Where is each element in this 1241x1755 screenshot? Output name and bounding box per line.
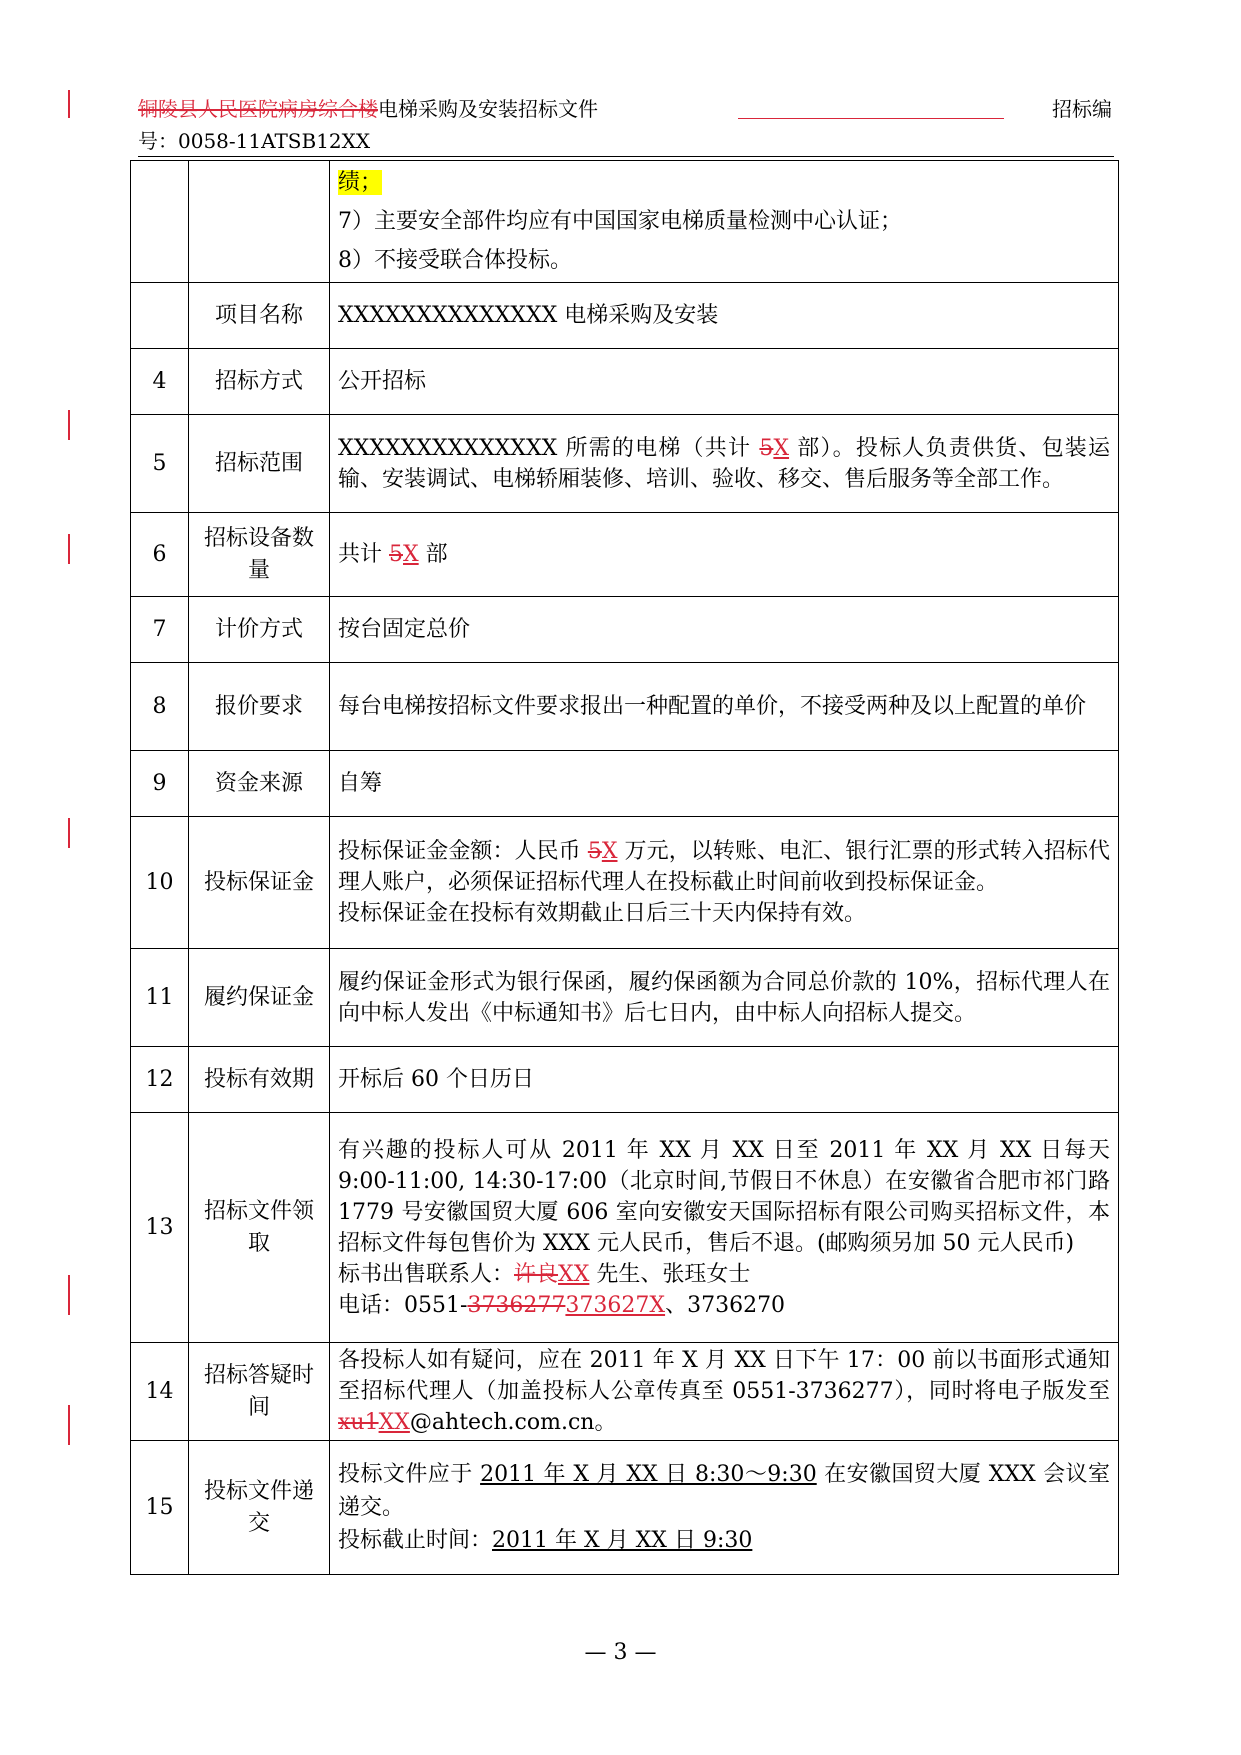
row-number bbox=[131, 283, 189, 349]
row-label: 投标文件递交 bbox=[189, 1441, 330, 1575]
change-bar bbox=[68, 410, 70, 440]
row-content: 共计 5X 部 bbox=[330, 513, 1119, 597]
row-label: 招标设备数量 bbox=[189, 513, 330, 597]
deleted-text: 许良 bbox=[514, 1261, 559, 1287]
row-content: 投标保证金金额：人民币 5X 万元，以转账、电汇、银行汇票的形式转入招标代理人账户，必须保证招标代理人在投标截止时间前收到投标保证金。 投标保证金在投标有效期截止日后三十天内保持有效。 bbox=[330, 817, 1119, 949]
table-row bbox=[131, 283, 1119, 349]
row-label: 招标答疑时间 bbox=[189, 1343, 330, 1441]
inserted-text: XX bbox=[378, 1410, 410, 1435]
header-label: 招标编 bbox=[1052, 97, 1112, 121]
deleted-text: 铜陵县人民医院病房综合楼 bbox=[138, 97, 378, 121]
row-content: XXXXXXXXXXXXXX 电梯采购及安装 bbox=[330, 283, 1119, 349]
inserted-text: X bbox=[773, 435, 790, 461]
change-bar bbox=[68, 534, 70, 564]
deleted-text: xu1 bbox=[338, 1410, 379, 1435]
row-number: 8 bbox=[131, 663, 189, 751]
bid-info-table bbox=[130, 160, 1119, 1575]
row-number: 12 bbox=[131, 1047, 189, 1113]
row-content: 投标文件应于 2011 年 X 月 XX 日 8:30～9:30 在安徽国贸大厦 XXX 会议室递交。 投标截止时间：2011 年 X 月 XX 日 9:30 bbox=[330, 1441, 1119, 1575]
table-row bbox=[131, 751, 1119, 817]
header-revision-line bbox=[738, 118, 1004, 119]
table-row bbox=[131, 1047, 1119, 1113]
row-number: 14 bbox=[131, 1343, 189, 1441]
inserted-text: X bbox=[601, 839, 618, 864]
row-label: 招标范围 bbox=[189, 415, 330, 513]
table-row bbox=[131, 349, 1119, 415]
inserted-text: 373627X bbox=[565, 1292, 666, 1318]
row-number: 10 bbox=[131, 817, 189, 949]
row-content: 履约保证金形式为银行保函，履约保函额为合同总价款的 10%，招标代理人在向中标人发出《中标通知书》后七日内，由中标人向招标人提交。 bbox=[330, 949, 1119, 1047]
row-number: 4 bbox=[131, 349, 189, 415]
change-bar bbox=[68, 1275, 70, 1315]
table-row bbox=[131, 597, 1119, 663]
page-number: — 3 — bbox=[584, 1640, 657, 1665]
header-title: 铜陵县人民医院病房综合楼电梯采购及安装招标文件 bbox=[138, 97, 598, 121]
row-label: 招标文件领取 bbox=[189, 1113, 330, 1343]
row-label: 报价要求 bbox=[189, 663, 330, 751]
row-label: 投标保证金 bbox=[189, 817, 330, 949]
row-label: 资金来源 bbox=[189, 751, 330, 817]
row-content: 每台电梯按招标文件要求报出一种配置的单价，不接受两种及以上配置的单价 bbox=[330, 663, 1119, 751]
row-content: 自筹 bbox=[330, 751, 1119, 817]
row-number: 7 bbox=[131, 597, 189, 663]
underlined-date: 2011 年 X 月 XX 日 9:30 bbox=[492, 1528, 753, 1553]
row-content: XXXXXXXXXXXXXX 所需的电梯（共计 5X 部）。投标人负责供货、包装运输、安装调试、电梯轿厢装修、培训、验收、移交、售后服务等全部工作。 bbox=[330, 415, 1119, 513]
table-row bbox=[131, 513, 1119, 597]
inserted-text: XX bbox=[558, 1261, 590, 1287]
header-doc-number: 号：0058-11ATSB12XX bbox=[138, 129, 371, 153]
table-row bbox=[131, 663, 1119, 751]
change-bar bbox=[68, 1405, 70, 1445]
deleted-text: 3736277 bbox=[467, 1292, 566, 1318]
underlined-date: 2011 年 X 月 XX 日 8:30～9:30 bbox=[480, 1462, 817, 1487]
row-content: 公开招标 bbox=[330, 349, 1119, 415]
row-number: 15 bbox=[131, 1441, 189, 1575]
row-number: 6 bbox=[131, 513, 189, 597]
table-row bbox=[131, 1113, 1119, 1343]
deleted-text: 5 bbox=[587, 839, 602, 864]
deleted-text: 5 bbox=[759, 435, 774, 461]
row-content: 按台固定总价 bbox=[330, 597, 1119, 663]
row-label: 履约保证金 bbox=[189, 949, 330, 1047]
row-content: 各投标人如有疑问，应在 2011 年 X 月 XX 日下午 17：00 前以书面形式通知至招标代理人（加盖投标人公章传真至 0551-3736277），同时将电子版发至 xu1XX@ahtech.com.cn。 bbox=[330, 1343, 1119, 1441]
row-number: 13 bbox=[131, 1113, 189, 1343]
table-row bbox=[131, 817, 1119, 949]
row-number: 5 bbox=[131, 415, 189, 513]
row-label: 计价方式 bbox=[189, 597, 330, 663]
table-row bbox=[131, 949, 1119, 1047]
table-row bbox=[131, 1343, 1119, 1441]
deleted-text: 5 bbox=[389, 542, 403, 567]
row-label: 投标有效期 bbox=[189, 1047, 330, 1113]
row-label: 项目名称 bbox=[189, 283, 330, 349]
change-bar bbox=[68, 90, 70, 118]
table-row: 绩； 7）主要安全部件均应有中国国家电梯质量检测中心认证； 8）不接受联合体投标。 bbox=[131, 161, 1119, 283]
change-bar bbox=[68, 818, 70, 848]
row-number: 9 bbox=[131, 751, 189, 817]
row-content: 开标后 60 个日历日 bbox=[330, 1047, 1119, 1113]
highlighted-text: 绩； bbox=[338, 170, 383, 195]
inserted-text: X bbox=[403, 542, 419, 567]
row-number: 11 bbox=[131, 949, 189, 1047]
row-label: 招标方式 bbox=[189, 349, 330, 415]
table-row bbox=[131, 1441, 1119, 1575]
table-row bbox=[131, 415, 1119, 513]
header-rule bbox=[138, 156, 1114, 157]
row-content: 有兴趣的投标人可从 2011 年 XX 月 XX 日至 2011 年 XX 月 XX 日每天 9:00-11:00, 14:30-17:00（北京时间,节假日不休息）在安徽省合肥市祁门路 1779 号安徽国贸大厦 606 室向安徽安天国际招标有限公司购买招标文件，本招标文件每包售价为 XXX 元人民币，售后不退。(邮购须另加 50 元人民币) 标书出售联系人：许良XX 先生、张珏女士 电话：0551-3736277373627X、3736270 bbox=[330, 1113, 1119, 1343]
